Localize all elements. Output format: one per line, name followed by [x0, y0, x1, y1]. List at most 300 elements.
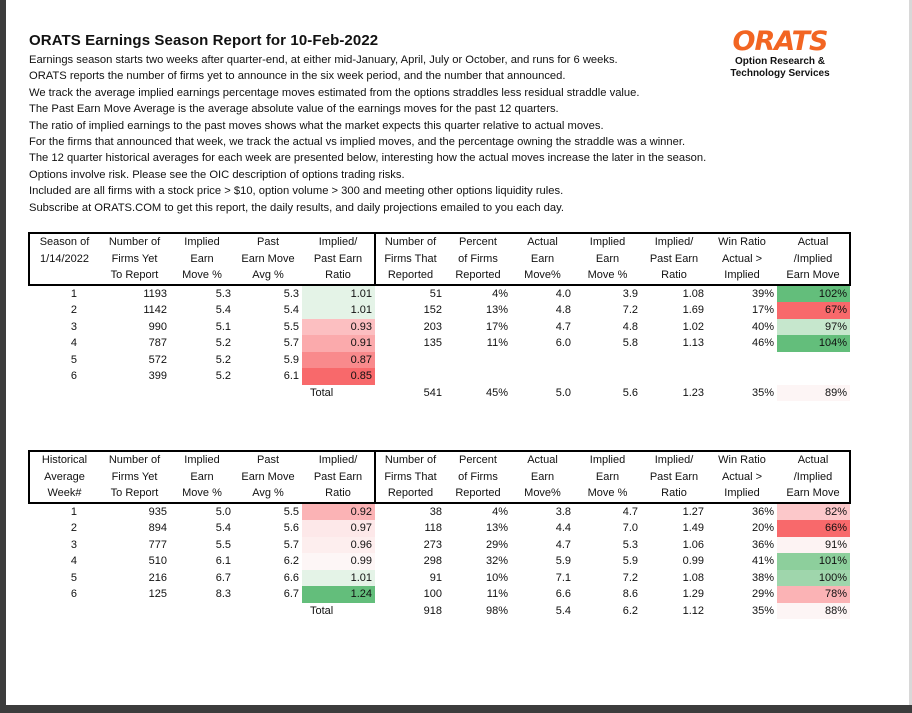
cell-past: 6.2: [283, 555, 299, 567]
cell-impl: 5.3: [215, 287, 231, 300]
column-header-line: Actual: [797, 236, 829, 248]
cell-actual: 6.6: [555, 588, 571, 600]
cell-ratio2: 1.08: [682, 571, 704, 584]
cell-pct: [445, 352, 511, 369]
intro-line: ORATS reports the number of firms yet to announce in the six week period, and the number that announced.: [29, 70, 566, 83]
cell-pct: 4%: [492, 505, 508, 518]
column-header: [99, 233, 170, 285]
column-header-line: Actual: [527, 454, 558, 466]
cell-yet: 777: [148, 538, 167, 551]
column-header-line: Move %: [587, 487, 628, 499]
cell-ratio: 0.93: [302, 319, 375, 336]
column-header: [707, 233, 777, 285]
cell-week: 4: [70, 555, 77, 567]
cell-yet: 572: [148, 353, 167, 366]
column-header-line: Implied: [724, 269, 760, 281]
total-ratio2: 1.12: [682, 604, 704, 617]
cell-actual: 4.0: [555, 287, 571, 300]
column-header-line: Implied: [184, 454, 220, 466]
total-pct: 45%: [485, 386, 508, 399]
column-header-line: Earn: [530, 252, 555, 265]
column-header-line: Past Earn: [649, 252, 699, 265]
cell-ratio2: [641, 352, 707, 369]
cell-num: 91: [429, 571, 442, 584]
total-win: 35%: [751, 386, 774, 399]
table-row: [29, 319, 850, 336]
cell-pct: 4%: [492, 287, 508, 300]
column-header-line: Number of: [384, 236, 437, 248]
cell-num: [375, 368, 445, 385]
table-header: [29, 451, 850, 503]
table-row: [29, 570, 850, 587]
cell-past: 5.4: [283, 304, 299, 316]
column-header-line: Avg %: [252, 487, 284, 499]
cell-ratio2: 1.27: [682, 505, 704, 518]
cell-yet: 125: [148, 588, 167, 600]
cell-impl: 5.0: [215, 505, 231, 518]
column-header: [234, 451, 302, 503]
total-pct: 98%: [485, 604, 508, 617]
column-header: [707, 451, 777, 503]
column-header-line: [30, 267, 99, 284]
column-header: [375, 451, 445, 503]
empty-cell: [234, 603, 302, 620]
total-num: 541: [423, 386, 442, 399]
column-header: [29, 233, 99, 285]
cell-yet: 990: [148, 320, 167, 333]
cell-yet: 1142: [143, 304, 167, 316]
cell-pct: 10%: [485, 571, 508, 584]
column-header-line: Actual: [527, 236, 558, 248]
column-header-line: Avg %: [252, 269, 284, 281]
cell-pct: 29%: [485, 538, 508, 551]
column-header-line: Reported: [387, 269, 434, 281]
table-header: [29, 233, 850, 285]
intro-line: Included are all firms with a stock price > $10, option volume > 300 and meeting other options liquidity rules.: [29, 185, 564, 198]
intro-line: We track the average implied earnings percentage moves estimated from the options straddles less residual straddle value.: [29, 86, 640, 99]
column-header: [511, 451, 574, 503]
cell-past: 5.5: [283, 505, 299, 518]
total-label: Total: [310, 386, 334, 399]
column-header-line: /Implied: [793, 470, 833, 483]
column-header-line: Ratio: [661, 487, 687, 499]
column-header-line: Number of: [108, 236, 161, 248]
cell-am: 101%: [777, 553, 850, 570]
table-row: [29, 553, 850, 570]
cell-impl: 5.4: [215, 522, 231, 534]
cell-ratio: 0.99: [302, 553, 375, 570]
cell-num: 38: [429, 505, 442, 518]
cell-win: 36%: [751, 505, 774, 518]
cell-am: 66%: [777, 520, 850, 537]
cell-actual: 4.7: [555, 320, 571, 333]
cell-am: 100%: [777, 570, 850, 587]
cell-actual: [511, 368, 574, 385]
cell-num: 152: [423, 304, 442, 316]
table-row: [29, 586, 850, 603]
total-num: 918: [423, 604, 442, 617]
cell-win: [707, 352, 777, 369]
cell-actual: 3.8: [555, 505, 571, 518]
cell-pct: 11%: [486, 337, 508, 349]
table-row: [29, 302, 850, 319]
column-header-line: Move%: [524, 487, 561, 499]
column-header-line: Season of: [39, 236, 90, 248]
total-row: [29, 385, 850, 402]
column-header: [574, 451, 641, 503]
intro-line: Subscribe at ORATS.COM to get this report, the daily results, and daily projections emailed to you each day.: [29, 201, 564, 214]
total-actual: 5.0: [555, 386, 571, 399]
cell-impl2: 7.0: [622, 522, 638, 534]
cell-impl: 8.3: [215, 588, 231, 600]
column-header-line: 1/14/2022: [40, 252, 89, 265]
cell-yet: 216: [148, 571, 167, 584]
column-header-line: Reported: [455, 487, 501, 499]
cell-win: 20%: [751, 522, 774, 534]
cell-ratio2: 0.99: [682, 555, 704, 567]
cell-yet: 894: [148, 522, 167, 534]
empty-cell: [234, 385, 302, 402]
cell-past: 5.6: [283, 522, 299, 534]
cell-win: 38%: [751, 571, 774, 584]
cell-pct: 11%: [486, 588, 508, 600]
cell-win: [707, 368, 777, 385]
column-header-line: Move %: [182, 269, 222, 281]
column-header-line: Past: [256, 454, 279, 466]
column-header-line: Implied/: [318, 236, 358, 248]
cell-actual: 7.1: [555, 571, 571, 584]
cell-impl2: [574, 352, 641, 369]
cell-actual: [511, 352, 574, 369]
cell-yet: 935: [148, 505, 167, 518]
empty-cell: [99, 603, 170, 620]
report-intro: [29, 52, 729, 216]
column-header: [29, 451, 99, 503]
cell-week: 5: [70, 571, 77, 584]
cell-past: 5.7: [283, 337, 299, 349]
column-header-line: To Report: [110, 269, 159, 281]
total-win: 35%: [751, 604, 774, 617]
column-header-line: Earn: [595, 252, 620, 265]
cell-impl2: 7.2: [622, 571, 638, 584]
header-row: [29, 451, 850, 503]
column-header: [445, 233, 511, 285]
cell-past: 6.7: [283, 588, 299, 600]
cell-pct: 17%: [485, 320, 508, 333]
cell-num: 118: [424, 522, 442, 534]
column-header-line: Firms That: [384, 252, 437, 265]
cell-yet: 787: [148, 337, 167, 349]
cell-ratio: 1.24: [302, 586, 375, 603]
column-header-line: Earn Move: [786, 269, 840, 281]
intro-line: Options involve risk. Please see the OIC description of options trading risks.: [29, 168, 405, 181]
cell-am: 104%: [777, 335, 850, 352]
cell-am: 91%: [777, 537, 850, 554]
column-header: [641, 233, 707, 285]
table-body: [29, 503, 850, 620]
total-label: Total: [310, 604, 334, 617]
column-header: [302, 451, 375, 503]
column-header-line: Implied/: [318, 454, 358, 466]
cell-actual: 4.7: [555, 538, 571, 551]
cell-week: 4: [70, 337, 77, 349]
intro-line: Earnings season starts two weeks after quarter-end, at either mid-January, April, July or October, and runs for 6 weeks.: [29, 54, 618, 66]
cell-ratio2: 1.49: [682, 522, 704, 534]
cell-past: 5.3: [283, 287, 299, 300]
cell-ratio2: 1.02: [682, 320, 704, 333]
column-header-line: Past Earn: [313, 470, 363, 483]
cell-actual: 5.9: [555, 555, 571, 567]
cell-impl2: 5.3: [622, 538, 638, 551]
cell-impl2: 3.9: [622, 287, 638, 300]
column-header-line: Win Ratio: [718, 454, 766, 466]
cell-past: 5.7: [283, 538, 299, 551]
total-impl2: 5.6: [622, 386, 638, 399]
cell-num: [375, 352, 445, 369]
cell-am: 97%: [777, 319, 850, 336]
cell-win: 41%: [751, 555, 774, 567]
cell-impl2: 4.8: [622, 320, 638, 333]
total-actual: 5.4: [555, 604, 571, 617]
current-season-table: [28, 232, 851, 401]
cell-ratio2: 1.13: [682, 337, 704, 349]
column-header: [99, 451, 170, 503]
cell-week: 2: [70, 522, 77, 534]
table-row: [29, 335, 850, 352]
cell-am: 102%: [777, 285, 850, 303]
column-header-line: Earn Move: [241, 470, 295, 483]
cell-impl: 5.4: [215, 304, 231, 316]
cell-ratio: 0.91: [302, 335, 375, 352]
cell-actual: 4.4: [555, 522, 571, 534]
column-header: [302, 233, 375, 285]
cell-impl2: 5.9: [622, 555, 638, 567]
cell-ratio: 0.87: [302, 352, 375, 369]
cell-ratio: 0.92: [302, 503, 375, 521]
column-header-line: Reported: [455, 269, 501, 281]
intro-line: The Past Earn Move Average is the average absolute value of the earnings moves for the past 12 quarters.: [29, 103, 559, 116]
cell-week: 5: [70, 353, 77, 366]
cell-impl2: 7.2: [622, 304, 638, 316]
empty-cell: [29, 385, 99, 402]
column-header-line: Earn: [530, 470, 555, 483]
column-header-line: Percent: [459, 236, 497, 248]
cell-week: 3: [70, 538, 77, 551]
column-header-line: Implied/: [654, 454, 694, 466]
report-page: [6, 0, 909, 705]
column-header-line: Historical: [41, 454, 88, 466]
column-header: [234, 233, 302, 285]
column-header-line: Earn: [595, 470, 620, 483]
column-header: [777, 233, 850, 285]
column-header-line: Actual: [797, 454, 829, 466]
cell-win: 40%: [751, 320, 774, 333]
window-frame-bottom: [0, 705, 912, 713]
cell-actual: 6.0: [555, 337, 571, 349]
column-header-line: Average: [44, 470, 85, 483]
cell-num: 273: [423, 538, 442, 551]
column-header-line: Past Earn: [649, 470, 699, 483]
cell-impl: 5.2: [215, 353, 231, 366]
column-header-line: Move%: [524, 269, 561, 281]
cell-am: 82%: [777, 503, 850, 521]
cell-ratio: 1.01: [302, 285, 375, 303]
table-row: [29, 503, 850, 521]
historical-average-table: [28, 450, 851, 619]
header-row: [29, 233, 850, 285]
cell-ratio: 0.85: [302, 368, 375, 385]
column-header-line: /Implied: [793, 252, 833, 265]
cell-num: 135: [423, 337, 442, 349]
cell-win: 39%: [751, 287, 774, 300]
cell-ratio2: 1.29: [682, 588, 704, 600]
total-impl2: 6.2: [622, 604, 638, 617]
cell-ratio2: 1.08: [682, 287, 704, 300]
empty-cell: [29, 603, 99, 620]
empty-cell: [170, 603, 234, 620]
total-am: 88%: [777, 603, 850, 620]
cell-win: 46%: [751, 337, 774, 349]
cell-win: 29%: [751, 588, 774, 600]
column-header-line: Actual >: [721, 470, 763, 483]
total-row: [29, 603, 850, 620]
column-header: [641, 451, 707, 503]
column-header: [574, 233, 641, 285]
cell-impl: 6.1: [215, 555, 231, 567]
column-header-line: Ratio: [325, 269, 351, 281]
empty-cell: [99, 385, 170, 402]
column-header-line: Number of: [108, 454, 161, 466]
cell-yet: 510: [148, 555, 167, 567]
table-body: [29, 285, 850, 402]
cell-past: 5.5: [283, 320, 299, 333]
cell-ratio: 0.96: [302, 537, 375, 554]
column-header-line: Past: [256, 236, 279, 248]
column-header-line: Actual >: [721, 252, 763, 265]
column-header-line: of Firms: [458, 470, 498, 483]
total-ratio2: 1.23: [682, 386, 704, 399]
cell-week: 3: [70, 320, 77, 333]
cell-num: 203: [423, 320, 442, 333]
logo-subtitle-line1: Option Research &: [734, 56, 826, 67]
column-header-line: Percent: [459, 454, 497, 466]
total-am: 89%: [777, 385, 850, 402]
column-header-line: Earn Move: [786, 487, 840, 499]
cell-actual: 4.8: [555, 304, 571, 316]
column-header-line: Implied: [724, 487, 760, 499]
cell-impl: 5.1: [215, 320, 231, 333]
column-header-line: Implied: [589, 454, 626, 466]
cell-impl2: 5.8: [622, 337, 638, 349]
cell-impl: 5.5: [215, 538, 231, 551]
empty-cell: [170, 385, 234, 402]
table-row: [29, 285, 850, 303]
table-row: [29, 520, 850, 537]
cell-past: 6.6: [283, 571, 299, 584]
column-header: [511, 233, 574, 285]
column-header-line: of Firms: [458, 252, 498, 265]
column-header: [170, 233, 234, 285]
cell-yet: 1193: [143, 287, 167, 300]
column-header-line: Earn Move: [241, 252, 295, 265]
intro-line: The 12 quarter historical averages for each week are presented below, interesting how the actual moves increase the later in the season.: [29, 152, 707, 165]
column-header-line: Earn: [190, 470, 214, 483]
cell-impl: 5.2: [215, 337, 231, 349]
report-title: ORATS Earnings Season Report for 10-Feb-2022: [29, 32, 379, 49]
column-header-line: Implied/: [654, 236, 694, 248]
cell-week: 6: [70, 370, 77, 382]
table-row: [29, 368, 850, 385]
cell-ratio: 0.97: [302, 520, 375, 537]
column-header-line: Reported: [387, 487, 434, 499]
cell-week: 6: [70, 588, 77, 600]
cell-ratio2: [641, 368, 707, 385]
cell-impl2: [574, 368, 641, 385]
column-header: [375, 233, 445, 285]
column-header-line: Ratio: [325, 487, 351, 499]
cell-past: 5.9: [283, 353, 299, 366]
cell-pct: 32%: [485, 555, 508, 567]
cell-pct: 13%: [485, 522, 508, 534]
column-header-line: Move %: [182, 487, 222, 499]
column-header: [445, 451, 511, 503]
cell-am: 78%: [777, 586, 850, 603]
intro-line: For the firms that announced that week, we track the actual vs implied moves, and the percentage owning the straddle was a winner.: [29, 136, 686, 149]
column-header-line: Win Ratio: [718, 236, 766, 248]
cell-impl2: 4.7: [622, 505, 638, 518]
cell-num: 298: [423, 555, 442, 567]
logo-subtitle-line2: Technology Services: [730, 68, 830, 79]
cell-yet: 399: [148, 370, 167, 382]
cell-am: [777, 352, 850, 369]
cell-ratio: 1.01: [302, 302, 375, 319]
cell-week: 2: [70, 304, 77, 316]
orats-wordmark: ORATS: [732, 26, 828, 57]
orats-logo: [728, 28, 832, 80]
cell-ratio2: 1.69: [682, 304, 704, 316]
column-header-line: Implied: [184, 236, 220, 248]
cell-week: 1: [70, 287, 77, 300]
table-row: [29, 537, 850, 554]
cell-impl2: 8.6: [622, 588, 638, 600]
cell-impl: 6.7: [215, 571, 231, 584]
cell-am: 67%: [777, 302, 850, 319]
cell-impl: 5.2: [215, 370, 231, 382]
column-header: [170, 451, 234, 503]
table-row: [29, 352, 850, 369]
column-header-line: Firms Yet: [111, 470, 158, 483]
cell-num: 51: [429, 287, 442, 300]
cell-win: 36%: [751, 538, 774, 551]
column-header: [777, 451, 850, 503]
cell-past: 6.1: [283, 370, 299, 382]
cell-am: [777, 368, 850, 385]
cell-num: 100: [423, 588, 442, 600]
column-header-line: Implied: [589, 236, 626, 248]
column-header-line: Past Earn: [313, 252, 363, 265]
column-header-line: Number of: [384, 454, 437, 466]
column-header-line: Firms That: [384, 470, 437, 483]
column-header-line: Earn: [190, 252, 214, 265]
column-header-line: Move %: [587, 269, 628, 281]
cell-ratio: 1.01: [302, 570, 375, 587]
cell-pct: 13%: [485, 304, 508, 316]
cell-win: 17%: [751, 304, 774, 316]
cell-week: 1: [70, 505, 77, 518]
column-header-line: To Report: [110, 487, 159, 499]
cell-ratio2: 1.06: [682, 538, 704, 551]
intro-line: The ratio of implied earnings to the past moves shows what the market expects this quarter relative to actual moves.: [29, 119, 604, 132]
